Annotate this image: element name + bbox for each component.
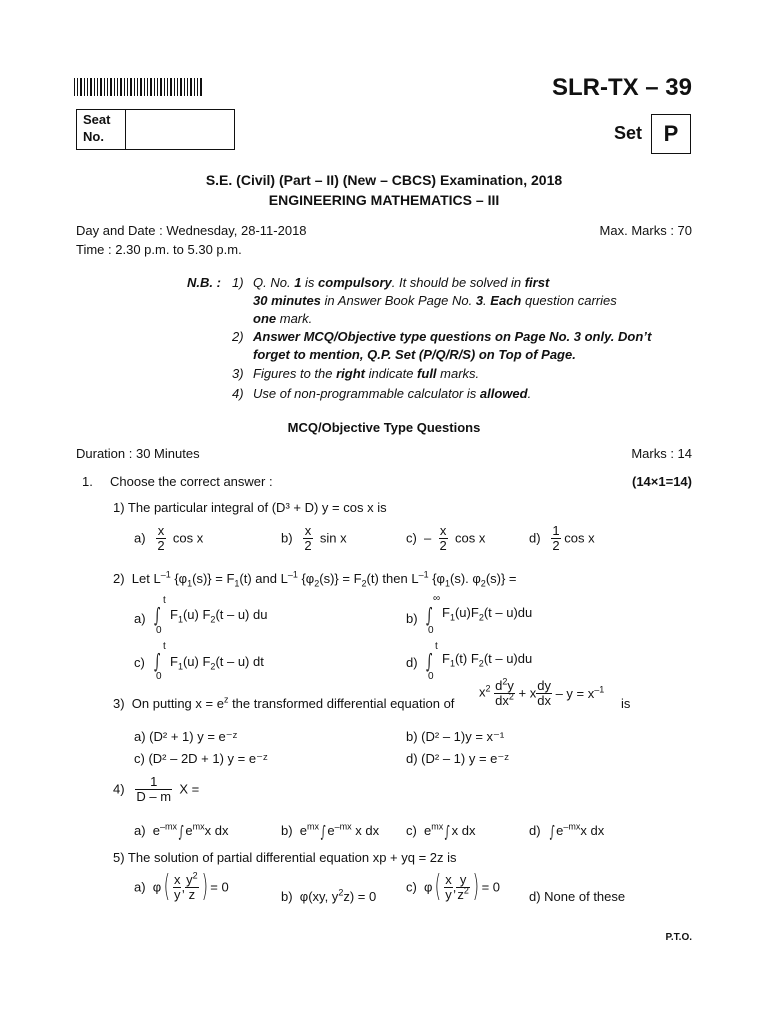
note-1-text: . (483, 293, 491, 308)
barcode-bar (107, 78, 108, 96)
q1-option-a[interactable]: a) $\frac{x}{2}$ cos x (134, 523, 204, 553)
note-1-text: question carries (521, 293, 617, 308)
note-1-qno: 1 (294, 275, 302, 290)
barcode-bar (147, 78, 148, 96)
barcode-bar (174, 78, 175, 96)
set-value: P (663, 121, 679, 146)
seat-number-box (76, 109, 235, 150)
barcode-bar (87, 78, 88, 96)
seat-label-line1: Seat (83, 112, 111, 127)
note-3-part: marks. (436, 366, 480, 381)
q3-option-d[interactable]: d) (D² – 1) y = e⁻ᶻ (406, 751, 509, 766)
barcode-bar (130, 78, 132, 96)
note-1-text: Q. No. (253, 275, 295, 290)
barcode-bar (184, 78, 185, 96)
note-2-line1: Answer MCQ/Objective type questions on Page No. 3 only. Don’t (253, 329, 652, 344)
q4-option-c[interactable]: c) $e^{mx}$ ∫ x dx (406, 821, 476, 841)
barcode-bar (144, 78, 145, 96)
subquestion-2-number: 2) (113, 571, 125, 586)
barcode-bar (164, 78, 165, 96)
note-1-each: Each (490, 293, 522, 308)
note-3-text (253, 366, 479, 381)
barcode-bar (134, 78, 135, 96)
set-box (651, 114, 691, 154)
note-1-page: 3 (475, 293, 484, 308)
subquestion-3-exp: z (223, 694, 229, 705)
note-1-number: 1) (232, 275, 244, 290)
barcode-bar (170, 78, 172, 96)
q3-option-c[interactable]: c) (D² – 2D + 1) y = e⁻ᶻ (134, 751, 268, 766)
question-number: 1. (82, 474, 93, 489)
seat-label-line2: No. (83, 129, 104, 144)
barcode-bar (190, 78, 192, 96)
subquestion-3-text: On putting x = e (131, 696, 224, 711)
note-3-number: 3) (232, 366, 244, 381)
subquestion-5: 5) The solution of partial differential equation xp + yq = 2z is (113, 850, 457, 865)
barcode-bar (74, 78, 75, 96)
max-marks: Max. Marks : 70 (599, 223, 692, 238)
paper-code: SLR-TX – 39 (551, 74, 692, 101)
subquestion-4: 4) $\frac{1}{D - m}$ X = (113, 774, 200, 804)
barcode-bar (194, 78, 195, 96)
question-marks: (14×1=14) (632, 474, 692, 489)
q5-option-b[interactable]: b) φ(xy, $y^2z) = 0$ (281, 887, 377, 904)
subquestion-2: 2) Let $L^{-1}$ $\{\varphi_1(s)\} = F_1(t)$ and $L^{-1}$ $\{\varphi_2(s)\} = F_2(t)$ then $L^{-1}$ {$\varphi_1(s)$. $\varphi_2(s)$} = (113, 569, 517, 589)
barcode-bar (157, 78, 158, 96)
barcode-bar (187, 78, 188, 96)
differential-equation: $x^2$ $\frac{d^2y}{dx^2}$ + x $\frac{dy}{dx}$ – $y = x^{-1}$ (479, 676, 605, 708)
barcode-bar (197, 78, 198, 96)
duration: Duration : 30 Minutes (76, 446, 200, 461)
q1-option-c[interactable]: c) – $\frac{x}{2}$ cos x (406, 523, 486, 553)
seat-label (77, 110, 126, 149)
barcode-bar (150, 78, 152, 96)
note-1-first: first (524, 275, 550, 290)
barcode-bar (200, 78, 202, 96)
note-3-part: indicate (365, 366, 418, 381)
barcode-bar (104, 78, 105, 96)
barcode-bar (97, 78, 98, 96)
q3-option-a[interactable]: a) (D² + 1) y = e⁻ᶻ (134, 729, 238, 744)
q5-option-a[interactable]: a) φ( $\frac{x}{y}$ , $\frac{y^2}{z}$ ) = 0 (134, 869, 229, 904)
subquestion-4-number: 4) (113, 781, 125, 797)
q3-option-b[interactable]: b) (D² – 1)y = x⁻¹ (406, 729, 505, 744)
day-date: Day and Date : Wednesday, 28-11-2018 (76, 223, 307, 238)
barcode-bar (167, 78, 168, 96)
barcode-bar (160, 78, 162, 96)
nb-label: N.B. : (187, 275, 221, 290)
note-1-text: . It should be solved in (391, 275, 525, 290)
note-3-right: right (336, 366, 365, 381)
q1-option-b[interactable]: b) $\frac{x}{2}$ sin x (281, 523, 347, 553)
barcode-bar (140, 78, 142, 96)
barcode-bar (94, 78, 95, 96)
q4-option-a[interactable]: a) $e^{-mx}$ ∫ $e^{mx}x$ dx (134, 821, 229, 841)
note-2-number: 2) (232, 329, 244, 344)
q5-option-c[interactable]: c) φ( $\frac{x}{y}$ , $\frac{y}{z^2}$ ) = 0 (406, 869, 500, 904)
note-1-line1 (253, 275, 549, 290)
pto: P.T.O. (665, 932, 692, 943)
barcode-bar (114, 78, 115, 96)
subquestion-1: 1) The particular integral of (D³ + D) y = cos x is (113, 500, 387, 515)
barcode-bar (117, 78, 118, 96)
barcode (74, 78, 204, 96)
note-1-30min: 30 minutes (253, 293, 321, 308)
note-1-text: is (301, 275, 319, 290)
barcode-bar (77, 78, 78, 96)
q2-option-d[interactable]: d) ∫ t 0 $F_1(t)$ $F_2(t - u)du$ (406, 641, 533, 682)
section-title: MCQ/Objective Type Questions (287, 420, 481, 435)
subquestion-3 (113, 676, 673, 719)
barcode-bar (180, 78, 182, 96)
q2-option-c[interactable]: c) ∫ t 0 $F_1(u)$ $F_2(t - u)$ dt (134, 641, 264, 682)
q1-option-d[interactable]: d) $\frac{1}{2}$ cos x (529, 523, 595, 553)
barcode-bar (80, 78, 82, 96)
note-1-line2 (253, 293, 617, 308)
set-label: Set (614, 123, 643, 143)
note-1-text: mark. (276, 311, 313, 326)
barcode-bar (110, 78, 112, 96)
note-1-compulsory: compulsory (318, 275, 392, 290)
barcode-bar (120, 78, 122, 96)
q2-option-a[interactable]: a) ∫ t 0 $F_1(u)$ $F_2(t - u)$ du (134, 595, 268, 636)
subquestion-3-is: is (621, 696, 631, 711)
barcode-bar (124, 78, 125, 96)
question-text: Choose the correct answer : (110, 474, 273, 489)
q4-option-d[interactable]: d) ∫ $e^{-mx}x$ dx (529, 821, 605, 841)
subquestion-3-number: 3) (113, 696, 125, 711)
note-1-text: in Answer Book Page No. (320, 293, 476, 308)
q5-option-d[interactable]: d) None of these (529, 889, 626, 904)
barcode-bar (127, 78, 128, 96)
exam-time: Time : 2.30 p.m. to 5.30 p.m. (76, 242, 242, 257)
seat-number-field[interactable] (126, 110, 234, 149)
subquestion-3-text2: the transformed differential equation of (228, 696, 455, 711)
note-4-part: . (527, 386, 532, 401)
section-marks: Marks : 14 (631, 446, 692, 461)
note-4-number: 4) (232, 386, 244, 401)
note-3-part: Figures to the (253, 366, 337, 381)
barcode-bar (137, 78, 138, 96)
note-4-part: Use of non-programmable calculator is (253, 386, 480, 401)
barcode-bar (90, 78, 92, 96)
q4-option-b[interactable]: b) $e^{mx}$ ∫ $e^{-mx}$ x dx (281, 821, 380, 841)
note-4-text (253, 386, 531, 401)
barcode-bar (154, 78, 155, 96)
barcode-bar (84, 78, 85, 96)
note-2-line2: forget to mention, Q.P. Set (P/Q/R/S) on Top of Page. (253, 347, 576, 362)
note-1-line3 (253, 311, 312, 326)
exam-title: S.E. (Civil) (Part – II) (New – CBCS) Examination, 2018 (205, 172, 563, 188)
note-3-full: full (417, 366, 437, 381)
q2-option-b[interactable]: b) ∫ ∞ 0 $F_1(u)F_2(t - u)du$ (406, 593, 533, 636)
note-4-allowed: allowed (479, 386, 528, 401)
barcode-bar (177, 78, 178, 96)
exam-subject: ENGINEERING MATHEMATICS – III (268, 192, 500, 208)
note-1-one: one (253, 311, 277, 326)
barcode-bar (100, 78, 102, 96)
